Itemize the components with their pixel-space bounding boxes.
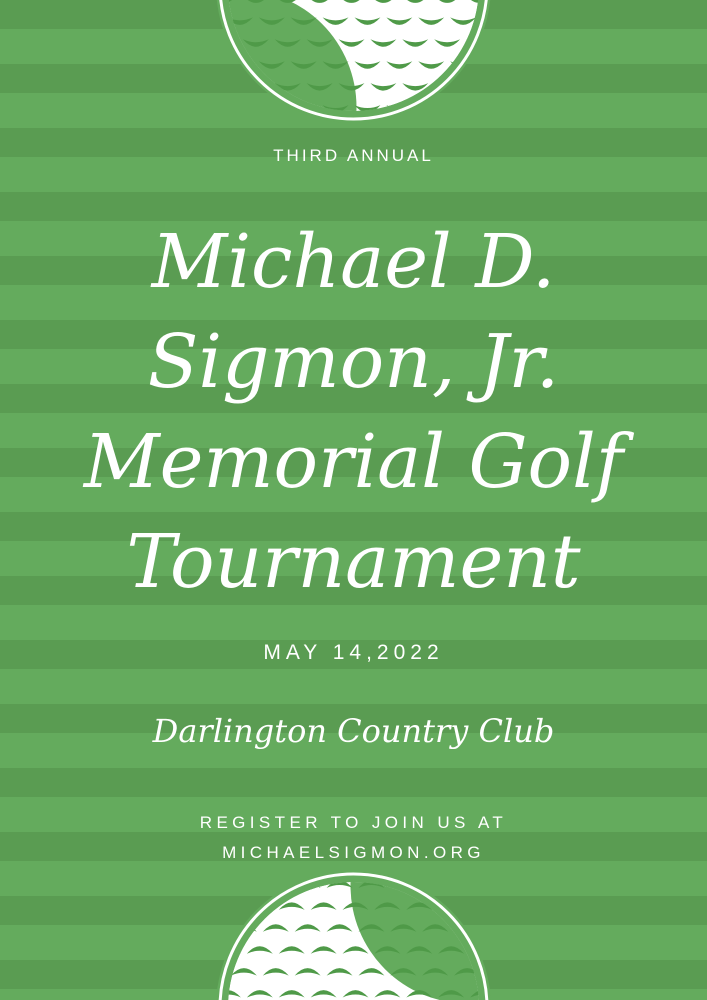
event-edition: THIRD ANNUAL <box>273 146 434 165</box>
registration-info <box>0 808 707 868</box>
registration-line: REGISTER TO JOIN US AT <box>199 813 508 832</box>
golf-ball-icon <box>214 868 493 1000</box>
event-title <box>0 212 707 612</box>
golf-ball-top-graphic <box>214 0 493 125</box>
event-venue: Darlington Country Club <box>152 712 555 750</box>
event-title-line-1: Michael D. <box>151 219 556 305</box>
golf-ball-bottom-graphic <box>214 868 493 1000</box>
event-title-line-2: Sigmon, Jr. <box>147 319 560 405</box>
golf-ball-icon <box>214 0 493 125</box>
event-title-line-4: Tournament <box>126 519 581 605</box>
event-date: MAY 14,2022 <box>263 641 444 664</box>
registration-website: MICHAELSIGMON.ORG <box>222 843 485 862</box>
event-title-line-3: Memorial Golf <box>83 419 624 505</box>
